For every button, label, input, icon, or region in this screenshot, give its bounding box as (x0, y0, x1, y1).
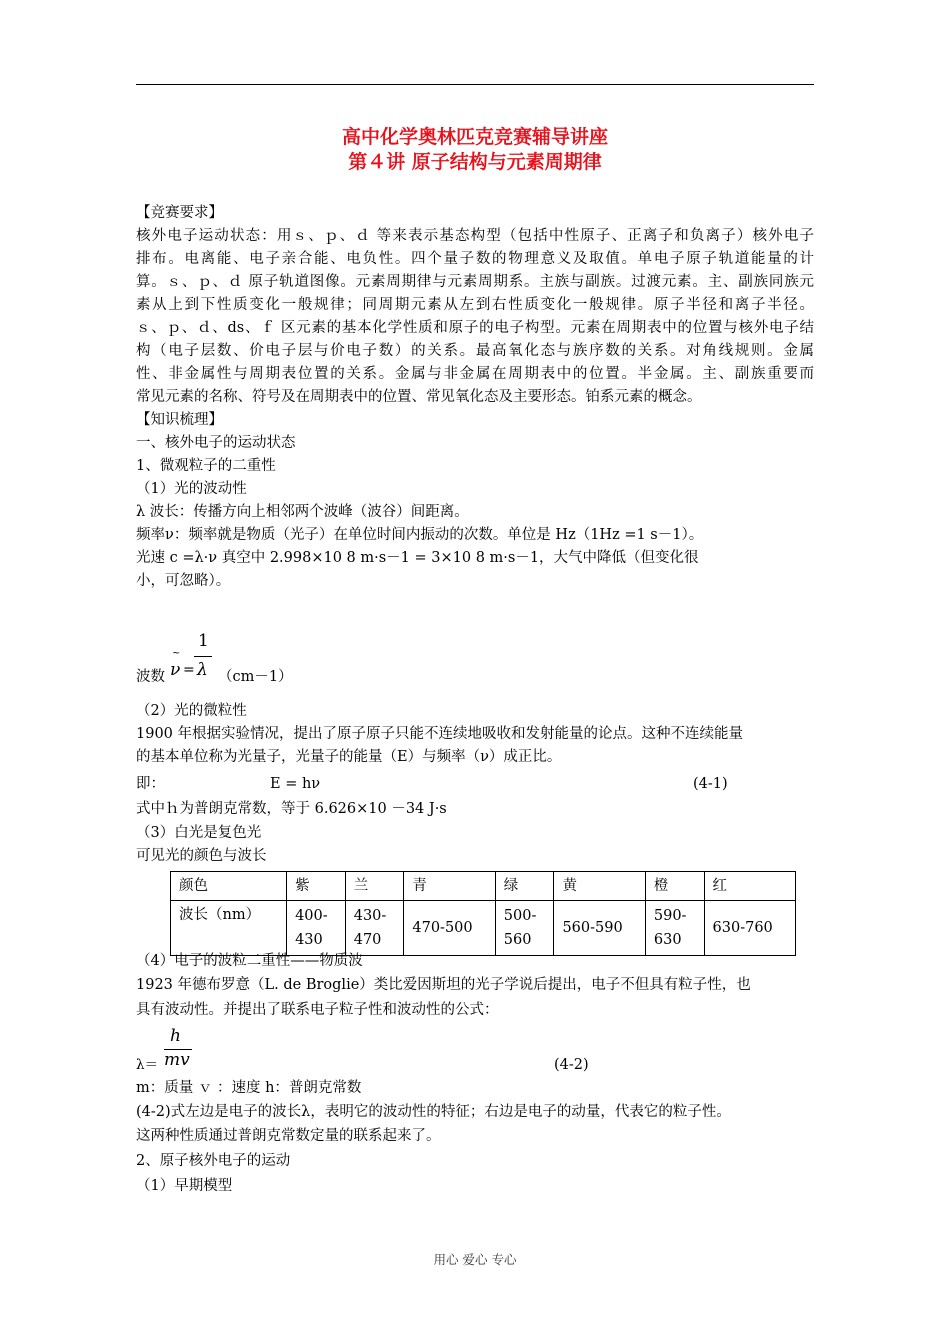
wavelength-definition: λ 波长：传播方向上相邻两个波峰（波谷）间距离。 (136, 504, 469, 520)
requirements-heading: 【竞赛要求】 (136, 205, 223, 221)
item-heading: （3）白光是复色光 (136, 825, 262, 841)
explanation-line: (4-2)式左边是电子的波长λ，表明它的波动性的特征；右边是电子的动量，代表它的粒子性。 (136, 1104, 731, 1120)
fraction-bar (194, 656, 212, 657)
planck-constant-line: 式中ｈ为普朗克常数，等于 6.626×10 －34 J·s (136, 801, 447, 817)
lecture-title: 第４讲 原子结构与元素周期律 (348, 151, 602, 173)
cell-text: 560-590 (562, 920, 623, 936)
item-heading: （2）光的微粒性 (136, 703, 247, 719)
equation-4-1: E = hν (270, 776, 321, 792)
wavenumber-label: 波数 (136, 669, 165, 685)
cell-text: 590- (653, 908, 687, 924)
cell-text: 430 (295, 932, 323, 948)
cell-text: 560 (503, 932, 532, 948)
fraction-numerator: h (170, 1026, 181, 1046)
table-cell (554, 901, 645, 956)
table-cell (345, 901, 404, 956)
fraction-numerator: 1 (198, 631, 209, 651)
requirements-line: 排布。电离能、电子亲合能、电负性。四个量子数的物理意义及取值。单电子原子轨道能量的计 (136, 251, 814, 267)
table-cell (404, 901, 495, 956)
requirements-line: 构（电子层数、价电子层与价电子数）的关系。最高氧化态与族序数的关系。对角线规则。金属 (136, 343, 814, 359)
knowledge-heading: 【知识梳理】 (136, 412, 223, 428)
cell-text: 400- (295, 908, 328, 924)
tilde-symbol: ~ (172, 648, 181, 659)
lambda-equals: λ＝ (136, 1057, 159, 1073)
cell-text: 470-500 (412, 920, 473, 936)
table-cell: 黄 (554, 872, 645, 901)
requirements-line: 性、非金属性与周期表位置的关系。金属与非金属在周期表中的位置。半金属。主、副族重要而 (136, 366, 814, 382)
header-rule (136, 84, 814, 85)
table-cell: 紫 (287, 872, 346, 901)
cell-text: 波长（nm） (179, 907, 261, 923)
de-broglie-line: 1923 年德布罗意（L. de Broglie）类比爱因斯坦的光子学说后提出，电子不但具有粒子性，也 (136, 977, 751, 993)
table-row (171, 901, 796, 956)
equation-number: (4-2) (554, 1057, 589, 1073)
item-heading: （1）光的波动性 (136, 481, 247, 497)
section-heading: 一、核外电子的运动状态 (136, 435, 296, 451)
table-cell: 橙 (645, 872, 704, 901)
particle-line: 1900 年根据实验情况，提出了原子原子只能不连续地吸收和发射能量的论点。这种不连续能量 (136, 726, 744, 742)
equals-sign: = (183, 662, 195, 678)
table-cell: 绿 (495, 872, 554, 901)
de-broglie-line: 具有波动性。并提出了联系电子粒子性和波动性的公式： (136, 1002, 499, 1018)
requirements-line: ｓ、ｐ、ｄ、ds、ｆ 区元素的基本化学性质和原子的电子构型。元素在周期表中的位置与核外电子结 (136, 320, 814, 336)
speed-of-light-line: 小，可忽略）。 (136, 573, 231, 589)
cell-text: 470 (353, 932, 382, 948)
explanation-line: 这两种性质通过普朗克常数定量的联系起来了。 (136, 1128, 441, 1144)
table-header-row (171, 872, 796, 901)
visible-light-table (170, 871, 796, 956)
requirements-line: 核外电子运动状态：用ｓ、ｐ、ｄ 等来表示基态构型（包括中性原子、正离子和负离子）核外电子 (136, 228, 814, 244)
variable-legend: m：质量 ｖ ：速度 h：普朗克常数 (136, 1080, 362, 1096)
page-footer: 用心 爱心 专心 (433, 1252, 517, 1267)
table-cell (645, 901, 704, 956)
table-caption: 可见光的颜色与波长 (136, 848, 267, 864)
document-title: 高中化学奥林匹克竞赛辅导讲座 (341, 126, 608, 148)
cell-text: 430- (353, 908, 387, 924)
subsection-heading: 2、原子核外电子的运动 (136, 1153, 291, 1169)
item-heading: （4）电子的波粒二重性——物质波 (136, 953, 363, 969)
fraction-denominator: λ (197, 660, 208, 680)
item-heading: （1）早期模型 (136, 1178, 233, 1194)
requirements-line: 素从上到下性质变化一般规律；同周期元素从左到右性质变化一般规律。原子半径和离子半径。 (136, 297, 814, 313)
fraction-denominator: mv (164, 1050, 190, 1070)
table-cell (287, 901, 346, 956)
equation-number: (4-1) (693, 776, 728, 792)
wavenumber-unit: （cm－1） (218, 669, 293, 685)
particle-line: 的基本单位称为光量子，光量子的能量（E）与频率（ν）成正比。 (136, 749, 562, 765)
cell-text: 630-760 (712, 920, 773, 936)
cell-text: 630 (653, 932, 682, 948)
table-cell: 兰 (345, 872, 404, 901)
speed-of-light-line: 光速 c =λ·ν 真空中 2.998×10 8 m·s－1 = 3×10 8 m·s－1，大气中降低（但变化很 (136, 550, 699, 566)
table-cell: 红 (704, 872, 795, 901)
table-cell: 颜色 (171, 872, 287, 901)
table-cell (171, 901, 287, 956)
cell-text: 500- (503, 908, 537, 924)
subsection-heading: 1、微观粒子的二重性 (136, 458, 276, 474)
nu-symbol: ν (170, 660, 181, 680)
table-cell (704, 901, 795, 956)
table-cell (495, 901, 554, 956)
equation-prefix: 即： (136, 776, 165, 792)
requirements-line: 算。ｓ、ｐ、ｄ 原子轨道图像。元素周期律与元素周期系。主族与副族。过渡元素。主、副族同族元 (136, 274, 814, 290)
frequency-definition: 频率ν：频率就是物质（光子）在单位时间内振动的次数。单位是 Hz（1Hz =1 s－1）。 (136, 527, 704, 543)
requirements-last-line: 常见元素的名称、符号及在周期表中的位置、常见氧化态及主要形态。铂系元素的概念。 (136, 389, 702, 405)
table-cell: 青 (404, 872, 495, 901)
